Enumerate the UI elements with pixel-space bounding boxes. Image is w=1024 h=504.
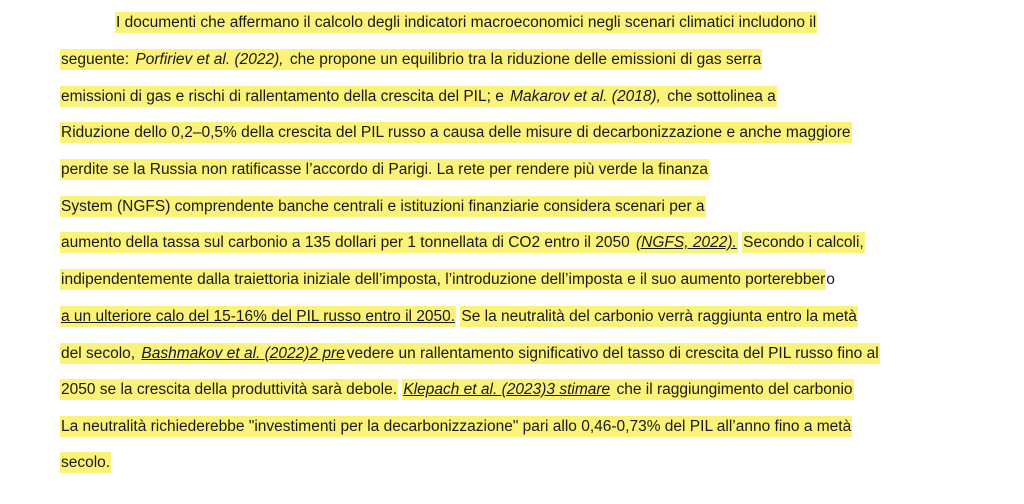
citation-text: Bashmakov et al. (2022)2 pre [141,345,345,362]
text-segment: System (NGFS) comprendente banche centrali e istituzioni finanziarie considera scenari per a [61,198,705,215]
text-segment: del secolo, [61,345,140,362]
text-line [60,416,852,438]
text-segment: secolo. [61,454,111,471]
text-line [60,452,111,474]
text-line [60,343,880,365]
text-segment: indipendentemente dalla traiettoria iniziale dell’imposta, l’introduzione dell’imposta e il suo aumento porterebber [61,271,826,288]
text-line [60,232,865,254]
text-segment: a un ulteriore calo del 15-16% del PIL russo entro il 2050. [61,308,456,325]
text-segment: perdite se la Russia non ratificasse l’accordo di Parigi. La rete per rendere più verde la finanza [61,161,709,178]
citation-text: (NGFS, 2022). [636,234,737,251]
text-line [60,379,854,401]
text-line [60,269,835,291]
text-segment: Secondo i calcoli, [743,234,864,251]
text-line [115,12,817,34]
text-segment: seguente: [61,51,134,68]
text-line [60,122,852,144]
text-segment: I documenti che affermano il calcolo degli indicatori macroeconomici negli scenari climatici includono il [116,14,817,31]
text-segment: Se la neutralità del carbonio verrà raggiunta entro la metà [461,308,857,325]
text-line [60,49,762,71]
text-segment: La neutralità richiederebbe "investimenti per la decarbonizzazione" pari allo 0,46-0,73% del PIL all’anno fino a metà [61,418,852,435]
text-line [60,196,706,218]
citation-text: Klepach et al. (2023)3 stimare [403,381,611,398]
text-segment: o [826,271,835,288]
text-segment: vedere un rallentamento significativo del tasso di crescita del PIL russo fino al [346,345,879,362]
text-segment: aumento della tassa sul carbonio a 135 dollari per 1 tonnellata di CO2 entro il 2050 [61,234,635,251]
text-line [60,306,858,328]
text-segment: che il raggiungimento del carbonio [612,381,853,398]
text-segment: emissioni di gas e rischi di rallentamento della crescita del PIL; e [61,88,509,105]
text-segment: 2050 se la crescita della produttività sarà debole. [61,381,398,398]
text-line [60,159,709,181]
text-segment: che sottolinea a [662,88,776,105]
text-line [60,86,777,108]
citation-text: Porfiriev et al. (2022), [135,51,284,68]
text-segment: che propone un equilibrio tra la riduzione delle emissioni di gas serra [285,51,762,68]
citation-text: Makarov et al. (2018), [510,88,661,105]
text-segment: Riduzione dello 0,2–0,5% della crescita del PIL russo a causa delle misure di decarbonizzazione e anche maggiore [61,124,851,141]
